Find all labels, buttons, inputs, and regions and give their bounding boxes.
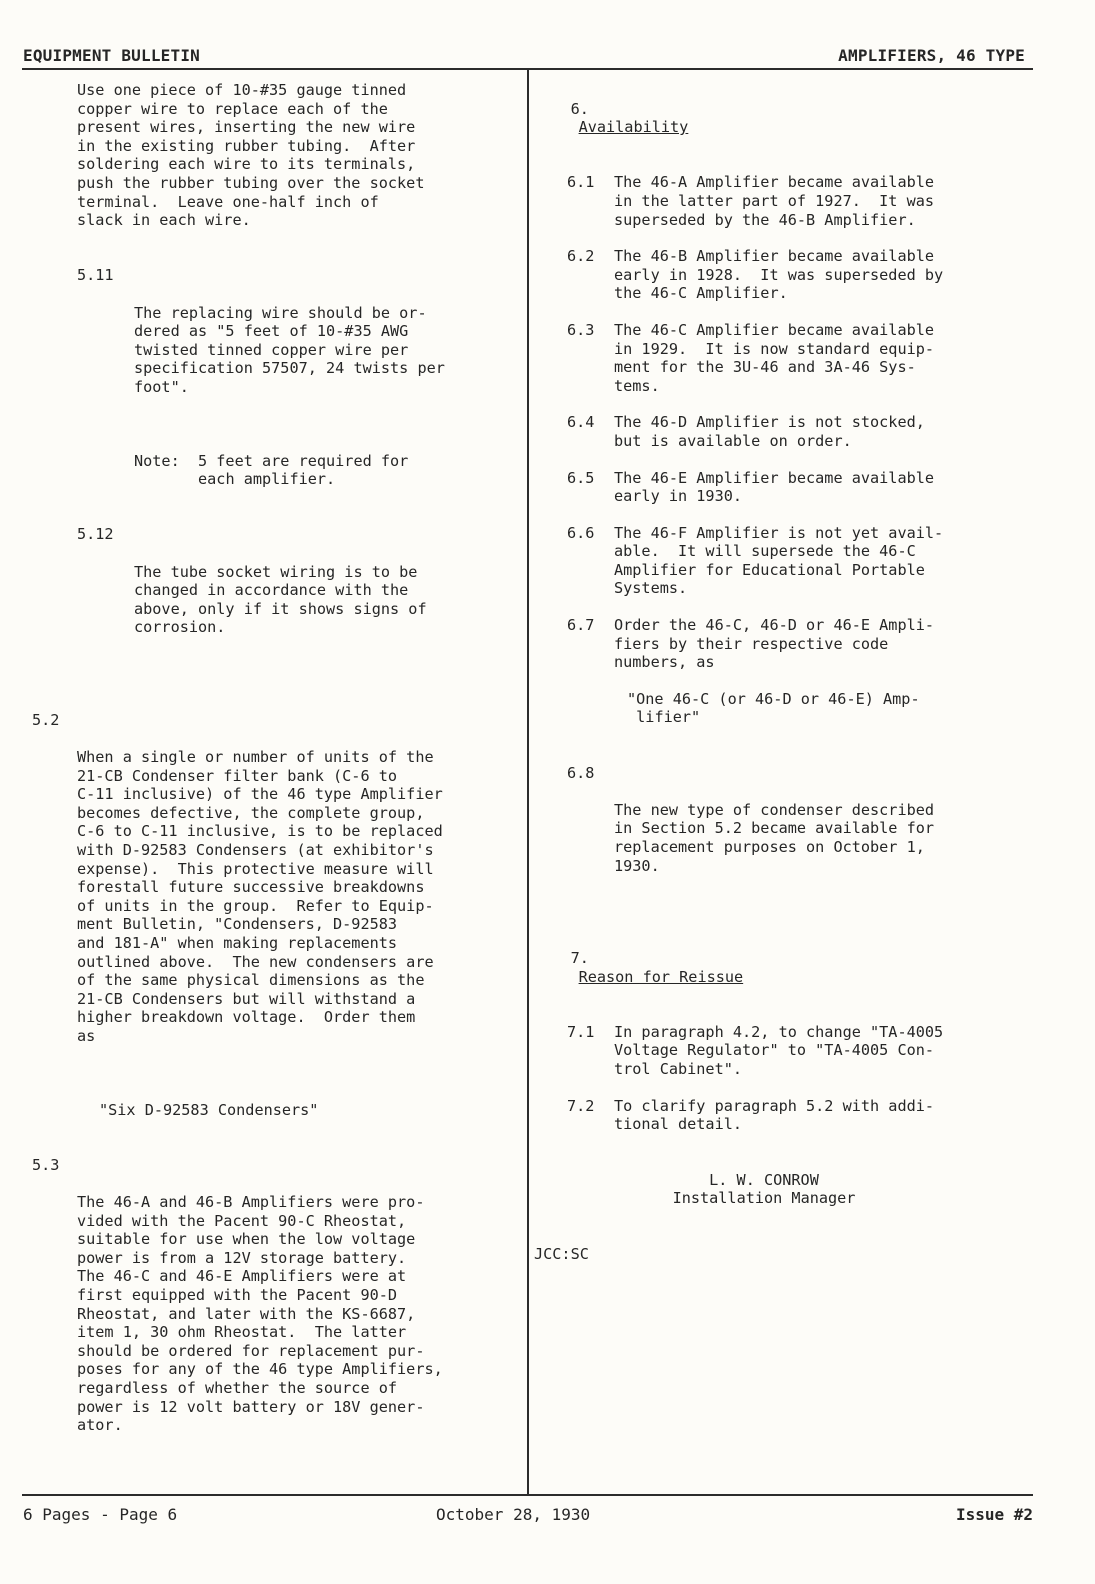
paragraph-6-8 <box>534 745 1034 912</box>
bulletin-header-right: AMPLIFIERS, 46 TYPE <box>838 46 1025 65</box>
initials: JCC:SC <box>534 1244 589 1263</box>
right-column <box>534 81 1034 1264</box>
paragraph-text: Order the 46-C, 46-D or 46-E Ampli- fiers by their respective code numbers, as <box>614 616 935 672</box>
paragraph-5-11 <box>22 248 522 434</box>
paragraph-number: 6.2 <box>567 247 595 266</box>
page-count: 6 Pages - Page 6 <box>23 1505 178 1524</box>
paragraph-text: The new type of condenser described in Section 5.2 became available for replacement purposes on October 1, 1930. <box>614 800 935 875</box>
paragraph-number: 6.8 <box>567 763 595 782</box>
paragraph-number: 5.2 <box>32 710 60 729</box>
paragraph-number: 6.3 <box>567 320 595 339</box>
paragraph-text: The 46-E Amplifier became available early in 1930. <box>614 468 935 506</box>
section-title: Availability <box>578 118 689 137</box>
column-divider <box>527 69 529 1494</box>
numbered-item <box>534 1097 1034 1134</box>
paragraph-number: 5.11 <box>77 266 114 285</box>
paragraph-number: 6.7 <box>567 616 595 635</box>
paragraph-text: The replacing wire should be or- dered as "5 feet of 10-#35 AWG twisted tinned copper wire per specification 57507, 24 twists per foot". <box>134 303 445 396</box>
numbered-item <box>534 173 1034 229</box>
intro-paragraph: Use one piece of 10-#35 gauge tinned copper wire to replace each of the present wires, inserting the new wire in the existing rubber tubing. After soldering each wire to its terminals, push the rubber tubing over the socket terminal. Leave one-half inch of slack in each wire. <box>77 81 425 230</box>
paragraph-text: To clarify paragraph 5.2 with addi- tional detail. <box>614 1096 935 1134</box>
paragraph-5-12 <box>22 507 522 674</box>
left-column <box>22 81 522 1472</box>
bulletin-header-left: EQUIPMENT BULLETIN <box>23 46 200 65</box>
paragraph-text: The 46-A and 46-B Amplifiers were pro- vided with the Pacent 90-C Rheostat, suitable for use when the low voltage power is from a 12V storage battery. The 46-C and 46-E Amplifiers were at first equipped with the Pacent 90-D Rheostat, and later with the KS-6687, item 1, 30 ohm Rheostat. The latter should be ordered for replacement pur- poses for any of the 46 type Amplifiers, regardless of whether the source of power is 12 volt battery or 18V gener- ator. <box>77 1193 443 1435</box>
numbered-item <box>534 469 1034 506</box>
paragraph-text: The 46-B Amplifier became available early in 1928. It was superseded by the 46-C Amplifier. <box>614 247 944 303</box>
section-7-items <box>534 1023 1034 1134</box>
paragraph-text: The tube socket wiring is to be changed in accordance with the above, only if it shows signs of corrosion. <box>134 562 427 637</box>
paragraph-number: 7.1 <box>567 1022 595 1041</box>
numbered-item <box>534 321 1034 395</box>
paragraph-number: 6.4 <box>567 413 595 432</box>
paragraph-5-3 <box>22 1137 522 1472</box>
paragraph-number: 7.2 <box>567 1096 595 1115</box>
signature-name: L. W. CONROW <box>709 1170 819 1189</box>
quote-text: "Six D-92583 Condensers" <box>99 1100 319 1119</box>
paragraph-number: 6.1 <box>567 173 595 192</box>
paragraph-number: 6.6 <box>567 523 595 542</box>
paragraph-5-2 <box>22 692 522 1082</box>
section-number: 6. <box>570 99 589 118</box>
numbered-item <box>534 616 1034 672</box>
section-7-heading <box>534 930 1034 1004</box>
paragraph-number: 6.5 <box>567 468 595 487</box>
numbered-item <box>534 524 1034 598</box>
paragraph-text: In paragraph 4.2, to change "TA-4005 Voltage Regulator" to "TA-4005 Con- trol Cabinet". <box>614 1022 944 1078</box>
numbered-item <box>534 1023 1034 1079</box>
paragraph-text: The 46-D Amplifier is not stocked, but is available on order. <box>614 413 925 450</box>
issue-number: Issue #2 <box>955 1505 1033 1524</box>
paragraph-number: 5.12 <box>77 525 114 544</box>
numbered-item <box>534 247 1034 303</box>
paragraph-text: The 46-C Amplifier became available in 1929. It is now standard equip- ment for the 3U-46 and 3A-46 Sys- tems. <box>614 320 935 395</box>
paragraph-text: The 46-A Amplifier became available in the latter part of 1927. It was superseded by the 46-B Amplifier. <box>614 173 935 229</box>
note-text: Note: 5 feet are required for each amplifier. <box>134 451 409 489</box>
issue-date: October 28, 1930 <box>436 1505 591 1524</box>
section-number: 7. <box>570 948 589 967</box>
bottom-rule <box>22 1494 1033 1496</box>
section-6-items <box>534 173 1034 671</box>
quote-text: "One 46-C (or 46-D or 46-E) Amp- lifier" <box>627 689 920 727</box>
paragraph-number: 5.3 <box>32 1155 60 1174</box>
signature-block <box>594 1171 934 1208</box>
section-6-heading <box>534 81 1034 155</box>
signature-title: Installation Manager <box>672 1189 856 1208</box>
section-title: Reason for Reissue <box>578 967 744 986</box>
paragraph-text: When a single or number of units of the 21-CB Condenser filter bank (C-6 to C-11 inclusive) of the 46 type Amplifier becomes defective, the complete group, C-6 to C-11 inclusive, is to be replaced with D-92583 Condensers (at exhibitor's expense). This protective measure will forestall future successive breakdowns of units in the group. Refer to Equip- ment Bulletin, "Condensers, D-92583 and 181-A" when making replacements outlined above. The new condensers are of the same physical dimensions as the 21-CB Condensers but will withstand a higher breakdown voltage. Order them as <box>77 748 443 1045</box>
numbered-item <box>534 413 1034 450</box>
paragraph-text: The 46-F Amplifier is not yet avail- able. It will supersede the 46-C Amplifier for Educational Portable Systems. <box>614 523 944 598</box>
